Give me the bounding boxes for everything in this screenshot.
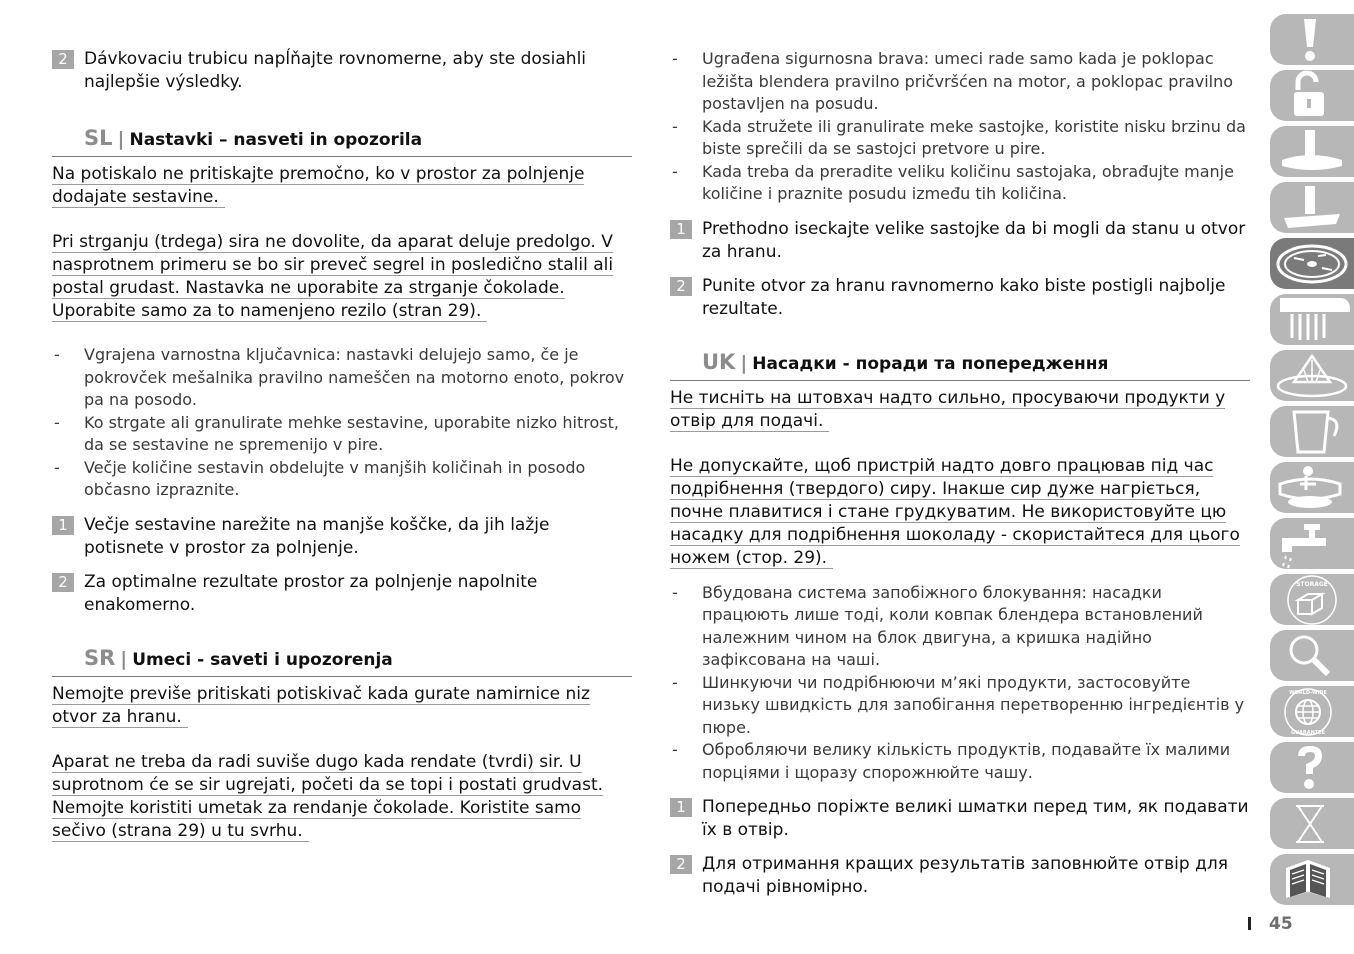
tab-search[interactable] xyxy=(1270,630,1354,681)
guarantee-bottom-label: GUARANTEE xyxy=(1290,730,1326,736)
chapter-tabs xyxy=(1270,14,1354,910)
disc-icon xyxy=(1270,238,1354,289)
tab-guarantee[interactable] xyxy=(1270,686,1354,737)
list-item: - Kada treba da preradite veliku količinu sastojaka, obrađujte manje količine i praznite posudu između tih količina. xyxy=(672,161,1234,203)
step-number: 1 xyxy=(670,798,692,817)
list-item: - Večje količine sestavin obdelujte v manjših količinah in posodo občasno izpraznite. xyxy=(54,457,586,499)
step-text: Prethodno iseckajte velike sastojke da bi mogli da stanu u otvor za hranu. xyxy=(702,218,1246,262)
warning-paragraph: Aparat ne treba da radi suviše dugo kada rendate (tvrdi) sir. U suprotnom će se sir ugrejati, početi da se topi i postati grudvast. Nemojte koristiti umetak za rendanje čokolade. Koristite samo sečivo (strana 29) u tu svrhu. xyxy=(52,751,604,841)
guarantee-top-label: WORLD-WIDE xyxy=(1289,690,1327,696)
step-item xyxy=(52,514,632,560)
tab-cleaning[interactable] xyxy=(1270,518,1354,569)
bullet-list xyxy=(52,344,632,502)
left-column xyxy=(52,48,632,843)
section-heading-sl: SL | Nastavki – nasveti in opozorila xyxy=(52,125,632,157)
storage-label: STORAGE xyxy=(1296,581,1328,588)
hourglass-icon xyxy=(1270,798,1354,849)
language-code: SL xyxy=(84,126,113,150)
whisk-icon xyxy=(1270,294,1354,345)
step-item xyxy=(670,796,1250,842)
tap-icon xyxy=(1270,518,1354,569)
list-item: - Обробляючи велику кількість продуктів, подавайте їх малими порціями і щоразу спорожнюйте чашу. xyxy=(672,740,1231,782)
tab-disc-attachment[interactable] xyxy=(1270,238,1354,289)
jug-icon xyxy=(1270,406,1354,457)
tab-user-manual[interactable] xyxy=(1270,854,1354,905)
step-number: 1 xyxy=(52,516,74,535)
warning-paragraph: Na potiskalo ne pritiskajte premočno, ko v prostor za polnjenje dodajate sestavine. xyxy=(52,164,585,207)
section-heading-uk: UK | Насадки - поради та попередження xyxy=(670,349,1250,381)
list-item: - Вбудована система запобіжного блокування: насадки працюють лише тоді, коли ковпак блендера встановлений належним чином на блок двигуна, а кришка надійно зафіксована на чаші. xyxy=(672,582,1203,669)
tab-citrus-press[interactable] xyxy=(1270,350,1354,401)
exclamation-icon xyxy=(1270,14,1354,65)
storage-box-icon xyxy=(1270,574,1354,625)
step-item xyxy=(670,853,1250,899)
right-column xyxy=(670,48,1250,899)
language-code: SR xyxy=(84,645,116,670)
step-text: Punite otvor za hranu ravnomerno kako biste postigli najbolje rezultate. xyxy=(702,275,1226,319)
page-number: 45 xyxy=(1269,914,1293,934)
tab-blade-attachment[interactable] xyxy=(1270,182,1354,233)
step-number: 2 xyxy=(670,277,692,296)
tab-blender-attachment[interactable] xyxy=(1270,126,1354,177)
list-item: - Шинкуючи чи подрібнюючи м’які продукти, застосовуйте низьку швидкість для запобігання перетворенню інгредієнтів у пюре. xyxy=(672,672,1245,737)
step-number: 2 xyxy=(52,573,74,592)
section-heading-sr: SR | Umeci - saveti i upozorenja xyxy=(52,645,632,677)
book-icon xyxy=(1270,854,1354,905)
warning-paragraph: Nemojte previše pritiskati potiskivač kada gurate namirnice niz otvor za hranu. xyxy=(52,683,590,727)
tab-whisk[interactable] xyxy=(1270,294,1354,345)
question-icon xyxy=(1270,742,1354,793)
tab-jug[interactable] xyxy=(1270,406,1354,457)
step-text: Для отримання кращих результатів заповнюйте отвір для подачі рівномірно. xyxy=(702,854,1228,897)
step-text: Попередньо поріжте великі шматки перед тим, як подавати їх в отвір. xyxy=(702,797,1249,840)
unlock-icon xyxy=(1270,70,1354,121)
footer-marker xyxy=(1248,917,1251,930)
warning-paragraph: Pri strganju (trdega) sira ne dovolite, da aparat deluje predolgo. V nasprotnem primeru se bo sir preveč segrel in posledično stalil ali postal grudast. Nastavka ne uporabite za strganje čokolade. Uporabite samo za to namenjeno rezilo (stran 29). xyxy=(52,232,614,321)
tab-food-processor[interactable] xyxy=(1270,462,1354,513)
list-item: - Kada stružete ili granulirate meke sastojke, koristite nisku brzinu da biste sprečili da se sastojci pretvore u pire. xyxy=(672,116,1246,158)
blade-tool-icon xyxy=(1270,182,1354,233)
blender-tool-icon xyxy=(1270,126,1354,177)
tab-warnings[interactable] xyxy=(1270,14,1354,65)
page-number-footer xyxy=(1248,914,1293,934)
tab-safety-lock[interactable] xyxy=(1270,70,1354,121)
step-item xyxy=(670,275,1250,321)
bullet-list xyxy=(670,48,1250,206)
tab-disposal[interactable] xyxy=(1270,798,1354,849)
list-item: - Ugrađena sigurnosna brava: umeci rade samo kada je poklopac ležišta blendera pravilno pričvršćen na motor, a poklopac pravilno postavljen na posudu. xyxy=(672,49,1234,113)
step-text: Dávkovaciu trubicu napĺňajte rovnomerne, aby ste dosiahli najlepšie výsledky. xyxy=(84,49,587,92)
warning-paragraph: Не допускайте, щоб пристрій надто довго працював під час подрібнення (твердого) сиру. Інакше сир дуже нагріється, почне плавитися і стане грудкуватим. Не використовуйте цю насадку для подрібнення шоколаду - скористайтеся для цього ножем (стор. 29). xyxy=(670,455,1240,568)
food-processor-icon xyxy=(1270,462,1354,513)
step-item xyxy=(52,48,632,94)
tab-troubleshooting[interactable] xyxy=(1270,742,1354,793)
section-title: Umeci - saveti i upozorenja xyxy=(132,649,393,670)
step-item xyxy=(52,571,632,617)
step-item xyxy=(670,218,1250,264)
tab-storage[interactable] xyxy=(1270,574,1354,625)
magnifier-icon xyxy=(1270,630,1354,681)
globe-icon xyxy=(1270,686,1354,737)
bullet-list xyxy=(670,582,1250,785)
step-text: Večje sestavine narežite na manjše koščke, da jih lažje potisnete v prostor za polnjenje. xyxy=(84,514,550,558)
section-title: Насадки - поради та попередження xyxy=(752,353,1109,374)
step-text: Za optimalne rezultate prostor za polnjenje napolnite enakomerno. xyxy=(84,571,538,615)
warning-paragraph: Не тисніть на штовхач надто сильно, просуваючи продукти у отвір для подачі. xyxy=(670,387,1226,431)
language-code: UK xyxy=(702,349,736,374)
list-item: - Vgrajena varnostna ključavnica: nastavki delujejo samo, če je pokrovček mešalnika pravilno nameščen na motorno enoto, pokrov pa na posodo. xyxy=(54,345,625,409)
section-title: Nastavki – nasveti in opozorila xyxy=(129,130,423,150)
citrus-press-icon xyxy=(1270,350,1354,401)
step-number: 1 xyxy=(670,220,692,239)
list-item: - Ko strgate ali granulirate mehke sestavine, uporabite nizko hitrost, da se sestavine ne spremenijo v pire. xyxy=(54,412,619,454)
step-number: 2 xyxy=(52,50,74,69)
step-number: 2 xyxy=(670,855,692,874)
